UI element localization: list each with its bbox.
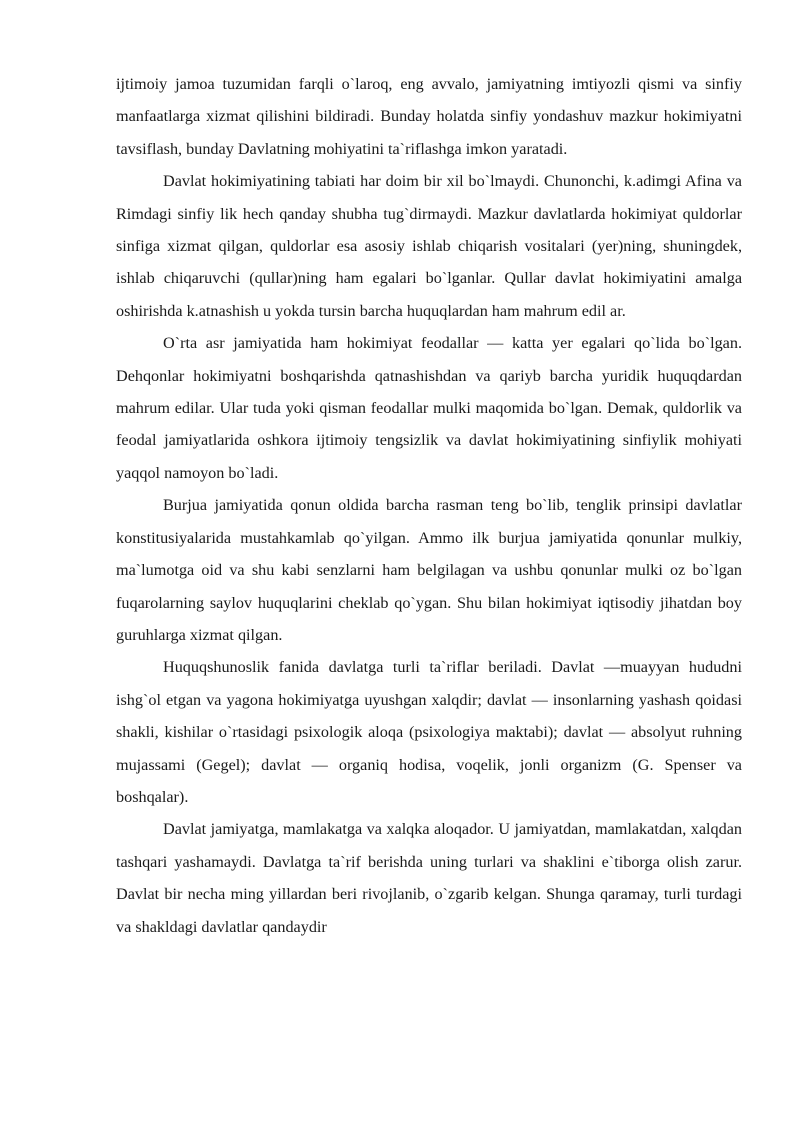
paragraph-state-power-nature: Davlat hokimiyatining tabiati har doim bir xil bo`lmaydi. Chunonchi, k.adimgi Afina va Rimdagi sinfiy lik hech qanday shubha tug`dirmaydi. Mazkur davlatlarda hokimiyat quldorlar sinfiga xizmat qilgan, quldorlar esa asosiy ishlab chiqarish vositalari (yer)ning, shuningdek, ishlab chiqaruvchi (qullar)ning ham egalari bo`lganlar. Qullar davlat hokimiyatini amalga oshirishda k.atnashish u yokda tursin barcha huquqlardan ham mahrum edil ar. xyxy=(116,172,742,320)
paragraph-state-definitions: Huquqshunoslik fanida davlatga turli ta`riflar beriladi. Davlat —muayyan hududni ishg`ol etgan va yagona hokimiyatga uyushgan xalqdir; davlat — insonlarning yashash qoidasi shakli, kishilar o`rtasidagi psixologik aloqa (psixologiya maktabi); davlat — absolyut ruhning mujassami (Gegel); davlat — organiq hodisa, voqelik, jonli organizm (G. Spenser va boshqalar). xyxy=(116,658,742,806)
paragraph-continuation: ijtimoiy jamoa tuzumidan farqli o`laroq, eng avvalo, jamiyatning imtiyozli qismi va sinfiy manfaatlarga xizmat qilishini bildiradi. Bunday holatda sinfiy yondashuv mazkur hokimiyatni tavsiflash, bunday Davlatning mohiyatini ta`riflashga imkon yaratadi. xyxy=(116,75,742,158)
paragraph-bourgeois-society: Burjua jamiyatida qonun oldida barcha rasman teng bo`lib, tenglik prinsipi davlatlar konstitusiyalarida mustahkamlab qo`yilgan. Ammo ilk burjua jamiyatida qonunlar mulkiy, ma`lumotga oid va shu kabi senzlarni ham belgilagan va ushbu qonunlar mulki oz bo`lgan fuqarolarning saylov huquqlarini cheklab qo`ygan. Shu bilan hokimiyat iqtisodiy jihatdan boy guruhlarga xizmat qilgan. xyxy=(116,496,742,644)
document-page xyxy=(116,68,742,943)
paragraph-medieval-society: O`rta asr jamiyatida ham hokimiyat feodallar — katta yer egalari qo`lida bo`lgan. Dehqonlar hokimiyatni boshqarishda qatnashishdan va qariyb barcha yuridik huquqdardan mahrum edilar. Ular tuda yoki qisman feodallar mulki maqomida bo`lgan. Demak, quldorlik va feodal jamiyatlarida oshkora ijtimoiy tengsizlik va davlat hokimiyatining sinfiylik mohiyati yaqqol namoyon bo`ladi. xyxy=(116,334,742,482)
paragraph-state-society-relation: Davlat jamiyatga, mamlakatga va xalqka aloqador. U jamiyatdan, mamlakatdan, xalqdan tashqari yashamaydi. Davlatga ta`rif berishda uning turlari va shaklini e`tiborga olish zarur. Davlat bir necha ming yillardan beri rivojlanib, o`zgarib kelgan. Shunga qaramay, turli turdagi va shakldagi davlatlar qandaydir xyxy=(116,820,742,936)
